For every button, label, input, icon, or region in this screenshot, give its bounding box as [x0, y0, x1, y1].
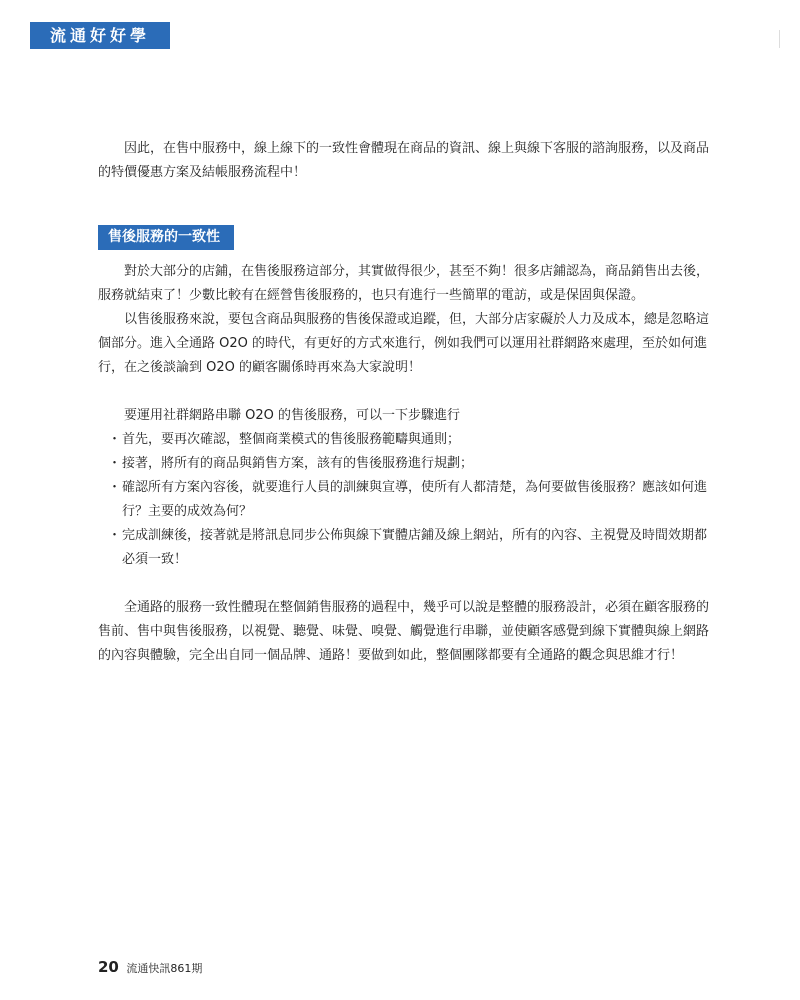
- spacer: [98, 380, 710, 404]
- steps-intro: 要運用社群網路串聯 O2O 的售後服務，可以一下步驟進行: [124, 408, 461, 423]
- bullet-dot-icon: ・: [108, 432, 122, 447]
- section-title: 售後服務的一致性: [98, 225, 234, 250]
- list-item-text: 確認所有方案內容後，就要進行人員的訓練與宣導，使所有人都清楚，為何要做售後服務？應該如何進行？主要的成效為何？: [122, 480, 708, 519]
- publication-name: 流通快訊861期: [126, 962, 203, 975]
- body-paragraph-1: 對於大部分的店鋪，在售後服務這部分，其實做得很少，甚至不夠！很多店鋪認為，商品銷售出去後，服務就結束了！少數比較有在經營售後服務的，也只有進行一些簡單的電訪，或是保固與保證。: [98, 264, 710, 303]
- section-header-tab: 流通好好學: [30, 22, 170, 49]
- list-item-text: 接著，將所有的商品與銷售方案，該有的售後服務進行規劃；: [122, 456, 474, 471]
- list-item: [98, 524, 710, 572]
- intro-paragraph: 因此，在售中服務中，線上線下的一致性會體現在商品的資訊、線上與線下客服的諮詢服務，以及商品的特價優惠方案及結帳服務流程中！: [98, 141, 710, 180]
- article-body: [98, 137, 710, 668]
- page-footer: [98, 958, 202, 976]
- bullet-dot-icon: ・: [108, 528, 122, 543]
- bullet-dot-icon: ・: [108, 456, 122, 471]
- page-edge-mark: [779, 30, 780, 48]
- steps-list: [98, 428, 710, 572]
- bullet-dot-icon: ・: [108, 480, 122, 495]
- list-item: [98, 476, 710, 524]
- list-item: [98, 452, 710, 476]
- page-number: 20: [98, 958, 119, 976]
- list-item: [98, 428, 710, 452]
- conclusion-paragraph: 全通路的服務一致性體現在整個銷售服務的過程中，幾乎可以說是整體的服務設計，必須在顧客服務的售前、售中與售後服務，以視覺、聽覺、味覺、嗅覺、觸覺進行串聯，並使顧客感覺到線下實體與線上網路的內容與體驗，完全出自同一個品牌、通路！要做到如此，整個團隊都要有全通路的觀念與思維才行！: [98, 600, 710, 663]
- spacer: [98, 572, 710, 596]
- list-item-text: 首先，要再次確認，整個商業模式的售後服務範疇與通則；: [122, 432, 461, 447]
- list-item-text: 完成訓練後，接著就是將訊息同步公佈與線下實體店鋪及線上網站，所有的內容、主視覺及時間效期都必須一致！: [122, 528, 708, 567]
- body-paragraph-2: 以售後服務來說，要包含商品與服務的售後保證或追蹤，但，大部分店家礙於人力及成本，總是忽略這個部分。進入全通路 O2O 的時代，有更好的方式來進行，例如我們可以運用社群網路來處理，至於如何進行，在之後談論到 O2O 的顧客關係時再來為大家說明！: [98, 312, 710, 375]
